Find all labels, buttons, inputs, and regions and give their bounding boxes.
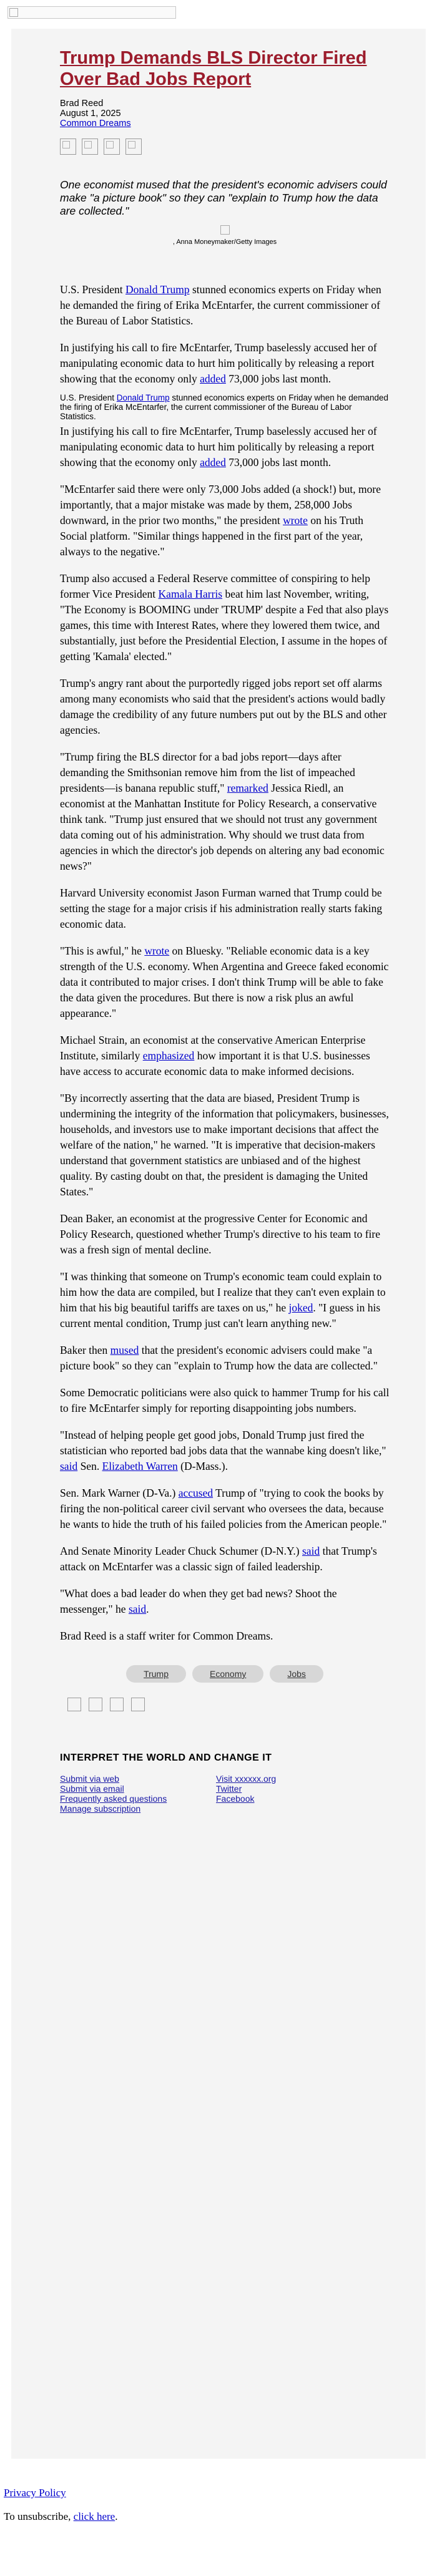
unsubscribe-text: To unsubscribe, (4, 2510, 74, 2522)
paragraph-12: Dean Baker, an economist at the progressive Center for Economic and Policy Research, questioned whether Trump's directive to his team to fire was a fresh sign of mental decline. (60, 1212, 380, 1256)
paragraph-13: "I was thinking that someone on Trump's economic team could explain to him how the data are compiled, but I realize that they can't even explain to him that his big beautiful tariffs are taxes on us," he joked. "I guess in his current mental condition, Trump just can't learn anything new." (60, 1270, 386, 1329)
inline-link[interactable]: mused (110, 1344, 139, 1356)
footer-link-submit-web[interactable]: Submit via web (60, 1774, 119, 1784)
email-share-icon[interactable] (131, 1698, 145, 1711)
reddit-share-icon[interactable] (110, 1698, 124, 1711)
twitter-share-icon[interactable] (89, 1698, 102, 1711)
footer-heading: INTERPRET THE WORLD AND CHANGE IT (60, 1752, 272, 1763)
lead-image (220, 225, 230, 235)
paragraph-8: Harvard University economist Jason Furman warned that Trump could be setting the stage for a major crisis if his administration really starts faking economic data. (60, 887, 383, 930)
inline-link[interactable]: wrote (144, 945, 170, 957)
article-title[interactable]: Trump Demands BLS Director Fired Over Bad Jobs Report (60, 48, 367, 89)
footer-link-faq[interactable]: Frequently asked questions (60, 1794, 167, 1804)
paragraph-18: And Senate Minority Leader Chuck Schumer (D-N.Y.) said that Trump's attack on McEntarfer was a classic sign of failed leadership. (60, 1545, 377, 1573)
unsubscribe-link[interactable]: click here (73, 2510, 115, 2522)
paragraph-3: In justifying his call to fire McEntarfer, Trump baselessly accused her of manipulating economic data to hurt him politically by releasing a report showing that the economy only added 73,000 jobs last month. (60, 425, 377, 469)
inline-link[interactable]: Donald Trump (125, 283, 190, 296)
tag-trump[interactable]: Trump (126, 1665, 186, 1683)
inline-link[interactable]: emphasized (142, 1049, 195, 1062)
inline-link[interactable]: added (200, 372, 226, 385)
paragraph-17: Sen. Mark Warner (D-Va.) accused Trump of "trying to cook the books by firing the non-political career civil servant who oversees the data, because he wants to hide the truth of his failed policies from the American people." (60, 1487, 387, 1530)
facebook-share-icon[interactable] (67, 1698, 81, 1711)
tag-list (60, 1665, 390, 1683)
privacy-policy-link[interactable]: Privacy Policy (4, 2487, 66, 2499)
header-image (7, 6, 176, 19)
inline-link[interactable]: remarked (227, 782, 268, 794)
footer-links (60, 1774, 390, 1814)
article-deck: One economist mused that the president's economic advisers could make "a picture book" so they can "explain to Trump how the data are collected." (60, 178, 387, 217)
twitter-share-icon[interactable] (82, 139, 98, 155)
date: August 1, 2025 (60, 109, 121, 119)
inline-link[interactable]: said (302, 1545, 320, 1557)
email-bottom: Privacy Policy To unsubscribe, click here. (4, 2487, 118, 2522)
paragraph-16: "Instead of helping people get good jobs, Donald Trump just fired the statistician who reported bad jobs data that the wannabe king doesn't like," said Sen. Elizabeth Warren (D-Mass.). (60, 1429, 386, 1472)
image-caption: U.S. President Donald Trump stunned economics experts on Friday when he demanded the firing of Erika McEntarfer, the current commissioner of the Bureau of Labor Statistics. (60, 393, 389, 421)
footer-link-visit-site[interactable]: Visit xxxxxx.org (216, 1774, 277, 1784)
share-bar-bottom (67, 1698, 390, 1711)
footer-link-submit-email[interactable]: Submit via email (60, 1784, 124, 1794)
inline-link[interactable]: wrote (283, 514, 308, 527)
paragraph-7: "Trump firing the BLS director for a bad jobs report—days after demanding the Smithsonian remove him from the list of impeached presidents—is banana republic stuff," remarked Jessica Riedl, an economist at the Manhattan Institute for Policy Research, a conservative think tank. "Trump just ensured that we should not trust any government data coming out of his administration. Why should we trust data from agencies in which the director's job depends on altering any bad economic news?" (60, 751, 385, 872)
share-bar (60, 139, 390, 155)
inline-link[interactable]: said (128, 1603, 147, 1615)
inline-link[interactable]: Elizabeth Warren (102, 1460, 178, 1472)
paragraph-15: Some Democratic politicians were also quick to hammer Trump for his call to fire McEntarfer simply for reporting disappointing jobs numbers. (60, 1386, 390, 1414)
paragraph-1: U.S. President Donald Trump stunned economics experts on Friday when he demanded the firing of Erika McEntarfer, the current commissioner of the Bureau of Labor Statistics. (60, 283, 381, 327)
paragraph-20: Brad Reed is a staff writer for Common Dreams. (60, 1630, 273, 1642)
tag-jobs[interactable]: Jobs (270, 1665, 323, 1683)
email-share-icon[interactable] (125, 139, 142, 155)
lead-figure (60, 225, 390, 246)
footer-link-facebook[interactable]: Facebook (216, 1794, 255, 1804)
paragraph-19: "What does a bad leader do when they get bad news? Shoot the messenger," he said. (60, 1587, 337, 1615)
paragraph-11: "By incorrectly asserting that the data are biased, President Trump is undermining the integrity of the information that policymakers, businesses, households, and investors use to make important decisions that affect the welfare of the nation," he warned. "It is imperative that decision-makers understand that government statistics are unbiased and of the highest quality. By casting doubt on that, the president is damaging the United States." (60, 1092, 389, 1198)
reddit-share-icon[interactable] (104, 139, 120, 155)
inline-link[interactable]: added (200, 456, 226, 469)
author: Brad Reed (60, 99, 104, 109)
paragraph-4: "McEntarfer said there were only 73,000 Jobs added (a shock!) but, more importantly, that a major mistake was made by them, 258,000 Jobs downward, in the prior two months," the president wrote on his Truth Social platform. "Similar things happened in the first part of the year, always to the negative." (60, 483, 381, 558)
footer-link-manage-subscription[interactable]: Manage subscription (60, 1804, 141, 1814)
paragraph-2: In justifying his call to fire McEntarfer, Trump baselessly accused her of manipulating economic data to hurt him politically by releasing a report showing that the economy only added 73,000 jobs last month. (60, 341, 377, 385)
inline-link[interactable]: accused (178, 1487, 214, 1499)
paragraph-9: "This is awful," he wrote on Bluesky. "Reliable economic data is a key strength of the U.S. economy. When Argentina and Greece faked economic data it contributed to major crises. I don't think Trump will be able to fake the data given the procedures. But there is now a risk plus an awful appearance." (60, 945, 389, 1019)
inline-link[interactable]: Kamala Harris (158, 588, 223, 600)
article-card (11, 29, 426, 2459)
photo-credit: , Anna Moneymaker/Getty Images (172, 238, 277, 246)
facebook-share-icon[interactable] (60, 139, 76, 155)
tag-economy[interactable]: Economy (192, 1665, 263, 1683)
paragraph-5: Trump also accused a Federal Reserve committee of conspiring to help former Vice President Kamala Harris beat him last November, writing, "The Economy is BOOMING under 'TRUMP' despite a Fed that also plays games, this time with Interest Rates, where they lowered them twice, and substantially, just before the Presidential Election, I assume in the hopes of getting 'Kamala' elected." (60, 572, 389, 663)
paragraph-10: Michael Strain, an economist at the conservative American Enterprise Institute, similarly emphasized how important it is that U.S. businesses have access to accurate economic data to make informed decisions. (60, 1034, 370, 1077)
inline-link[interactable]: Donald Trump (116, 393, 170, 402)
source-link[interactable]: Common Dreams (60, 119, 131, 129)
inline-link[interactable]: joked (288, 1301, 313, 1314)
byline (60, 99, 390, 129)
footer-link-twitter[interactable]: Twitter (216, 1784, 242, 1794)
paragraph-14: Baker then mused that the president's economic advisers could make "a picture book" so they can "explain to Trump how the data are collected." (60, 1344, 378, 1372)
paragraph-6: Trump's angry rant about the purportedly rigged jobs report set off alarms among many economists who said that the president's actions would badly damage the credibility of any future numbers put out by the BLS and other agencies. (60, 677, 387, 736)
inline-link[interactable]: said (60, 1460, 78, 1472)
newsletter-footer (60, 1752, 390, 1814)
